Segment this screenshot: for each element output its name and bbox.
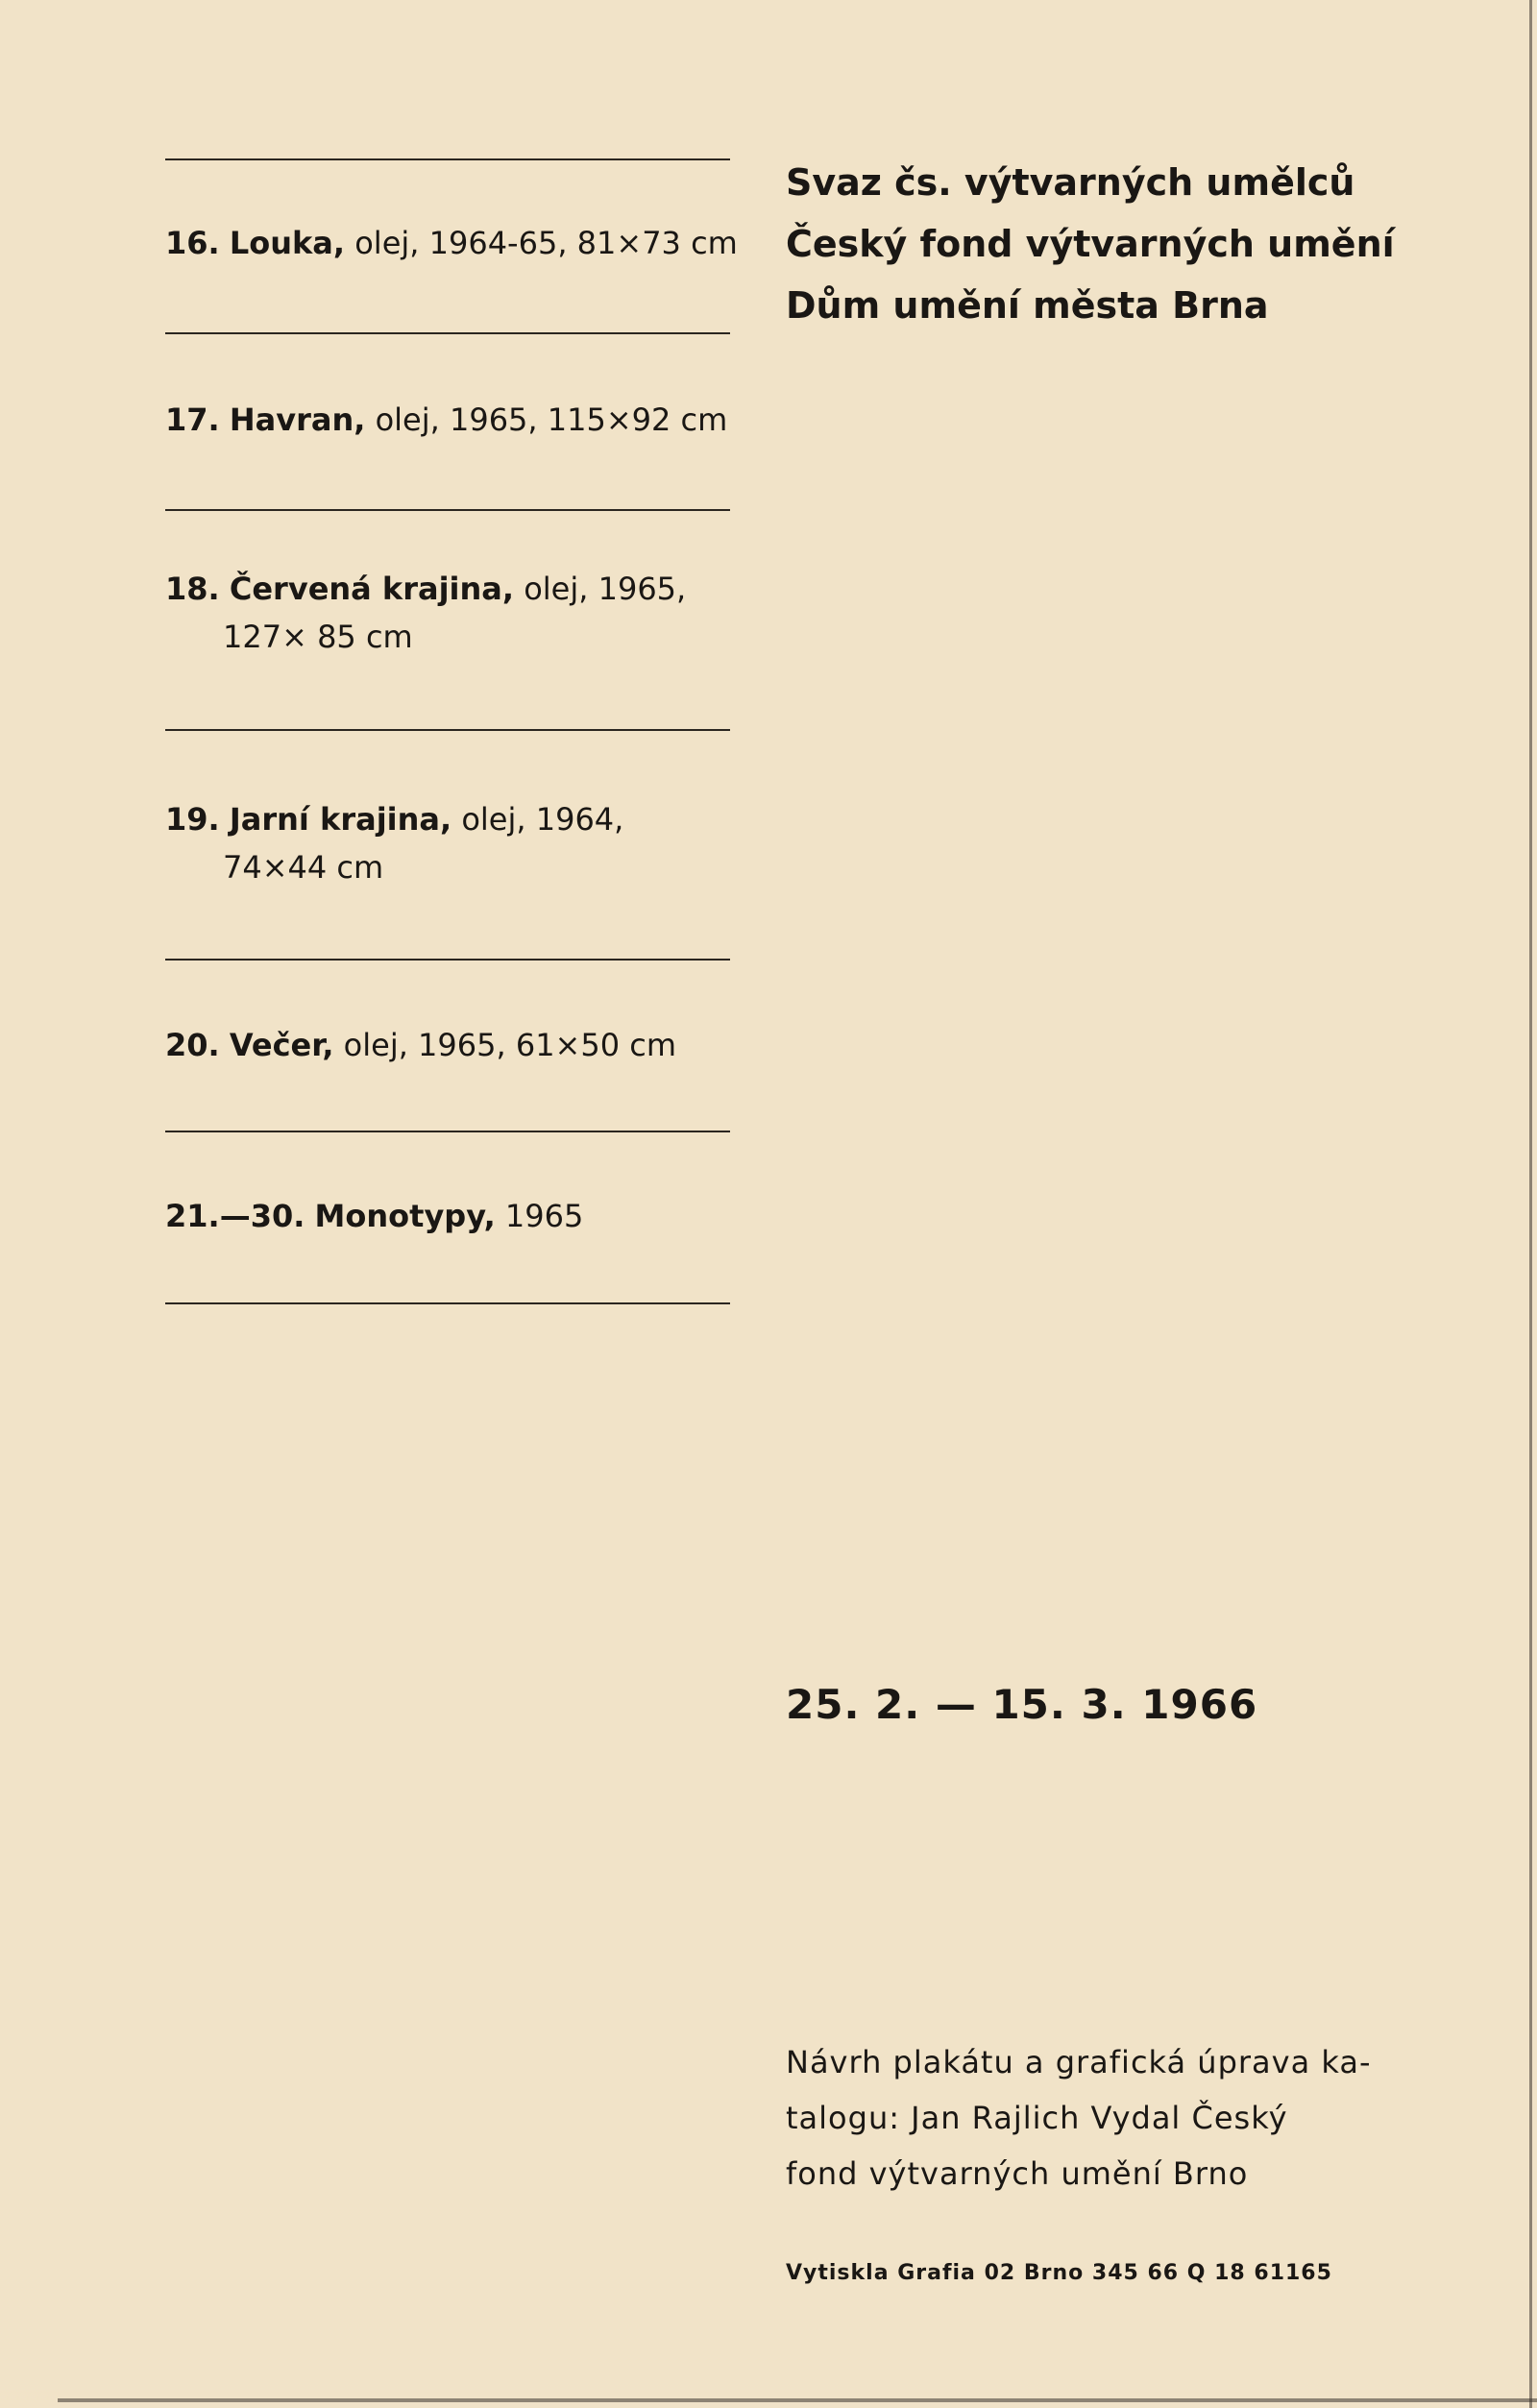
entry-number: 19. (165, 801, 220, 838)
entry-details-continued: 74×44 cm (223, 849, 384, 886)
catalog-entry-21-30 (165, 1192, 583, 1240)
entry-number: 21.—30. (165, 1198, 305, 1234)
entry-number: 18. (165, 571, 220, 607)
page-edge-bottom (58, 2398, 1537, 2402)
entry-title: Louka, (229, 225, 346, 261)
credits-line: talogu: Jan Rajlich Vydal Český (786, 2100, 1288, 2136)
entry-title: Jarní krajina, (229, 801, 452, 838)
entry-details-continued: 127× 85 cm (223, 619, 413, 655)
printer-imprint: Vytiskla Grafia 02 Brno 345 66 Q 18 61165 (786, 2261, 1332, 2285)
entry-title: Večer, (229, 1027, 334, 1063)
entry-details: olej, 1964-65, 81×73 cm (345, 225, 738, 261)
entry-title: Červená krajina, (229, 571, 515, 607)
entry-details: olej, 1965, 115×92 cm (365, 401, 728, 438)
divider-rule (165, 509, 730, 511)
entry-title: Monotypy, (314, 1198, 496, 1234)
organizers-header (786, 152, 1395, 336)
divider-rule (165, 332, 730, 334)
exhibition-dates: 25. 2. — 15. 3. 1966 (786, 1681, 1258, 1728)
divider-rule (165, 158, 730, 160)
organizer-line: Český fond výtvarných umění (786, 223, 1395, 265)
entry-details: olej, 1965, (514, 571, 687, 607)
catalog-entry-17 (165, 396, 727, 444)
entry-number: 20. (165, 1027, 220, 1063)
entry-details: olej, 1964, (451, 801, 624, 838)
entry-title: Havran, (229, 401, 366, 438)
divider-rule (165, 959, 730, 961)
page-edge-right (1529, 0, 1532, 2408)
entry-details: olej, 1965, 61×50 cm (333, 1027, 677, 1063)
credits-line: fond výtvarných umění Brno (786, 2155, 1249, 2192)
divider-rule (165, 1131, 730, 1132)
organizer-line: Dům umění města Brna (786, 284, 1269, 327)
divider-rule (165, 729, 730, 731)
organizer-line: Svaz čs. výtvarných umělců (786, 161, 1355, 204)
catalog-entry-16 (165, 219, 738, 267)
catalog-entry-20 (165, 1021, 676, 1069)
credits-line: Návrh plakátu a grafická úprava ka- (786, 2044, 1372, 2080)
catalog-entry-18 (165, 565, 686, 661)
catalog-entry-19 (165, 795, 623, 891)
entry-number: 16. (165, 225, 220, 261)
entry-details: 1965 (495, 1198, 584, 1234)
entry-number: 17. (165, 401, 220, 438)
credits-block (786, 2034, 1371, 2201)
divider-rule (165, 1302, 730, 1304)
